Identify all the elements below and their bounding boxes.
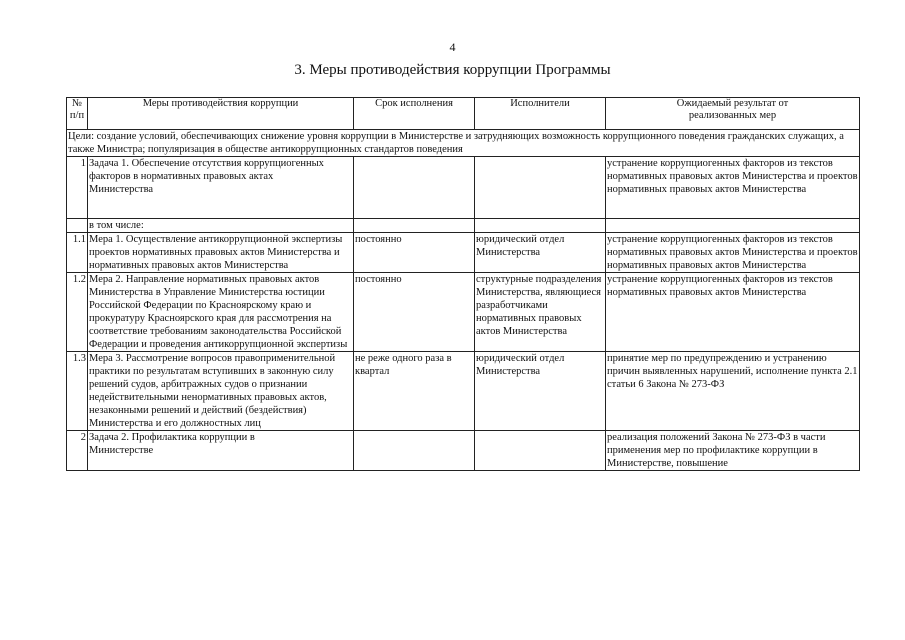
row-executor: юридический отдел Министерства <box>475 352 606 431</box>
table-row <box>67 273 860 352</box>
row-deadline <box>354 219 475 233</box>
header-measures: Меры противодействия коррупции <box>88 98 354 130</box>
goals-row <box>67 130 860 157</box>
row-result: принятие мер по предупреждению и устранению причин выявленных нарушений, исполнение пункта 2.1 статьи 6 Закона № 273-ФЗ <box>606 352 860 431</box>
row-result: реализация положений Закона № 273-ФЗ в части применения мер по профилактике коррупции в Министерстве, повышение <box>606 431 860 471</box>
row-result <box>606 219 860 233</box>
row-num: 1.2 <box>67 273 88 352</box>
header-result: Ожидаемый результат от реализованных мер <box>606 98 860 130</box>
row-num <box>67 219 88 233</box>
row-measure: Задача 1. Обеспечение отсутствия коррупциогенных факторов в нормативных правовых актах Министерства <box>88 157 354 219</box>
table-row <box>67 431 860 471</box>
header-executors: Исполнители <box>475 98 606 130</box>
table-row <box>67 157 860 219</box>
table-header-row <box>67 98 860 130</box>
row-measure: Мера 3. Рассмотрение вопросов правоприменительной практики по результатам вступивших в законную силу решений судов, арбитражных судов о признании недействительными ненормативных правовых актов, незаконными решений и действий (бездействия) Министерства и его должностных лиц <box>88 352 354 431</box>
row-executor <box>475 157 606 219</box>
section-title: 3. Меры противодействия коррупции Программы <box>294 62 611 78</box>
including-text: в том числе: <box>88 219 354 233</box>
row-executor: структурные подразделения Министерства, являющиеся разработчиками нормативных правовых актов Министерства <box>475 273 606 352</box>
including-row <box>67 219 860 233</box>
row-measure: Мера 1. Осуществление антикоррупционной экспертизы проектов нормативных правовых актов Министерства и нормативных правовых актов Министерства <box>88 233 354 273</box>
row-result: устранение коррупциогенных факторов из текстов нормативных правовых актов Министерства <box>606 273 860 352</box>
row-executor: юридический отдел Министерства <box>475 233 606 273</box>
row-result: устранение коррупциогенных факторов из текстов нормативных правовых актов Министерства и проектов нормативных правовых актов Министерства <box>607 234 858 271</box>
row-num: 1 <box>67 157 88 219</box>
row-result: устранение коррупциогенных факторов из текстов нормативных правовых актов Министерства и проектов нормативных правовых актов Министерства <box>606 157 860 219</box>
row-num: 2 <box>67 431 88 471</box>
row-deadline <box>354 431 475 471</box>
goals-text: Цели: создание условий, обеспечивающих снижение уровня коррупции в Министерстве и затрудняющих возможность коррупционного поведения гражданских служащих, а также Министра; популяризация в обществе антикоррупционных стандартов поведения <box>67 130 860 157</box>
row-measure: Мера 2. Направление нормативных правовых актов Министерства в Управление Министерства юстиции Российской Федерации по Красноярскому краю и прокуратуру Красноярского края для рассмотрения на соответствие требованиям законодательства Российской Федерации и проведения антикоррупционной экспертизы <box>88 273 354 352</box>
row-deadline <box>354 157 475 219</box>
header-num: № п/п <box>67 98 88 130</box>
row-deadline: постоянно <box>354 233 475 273</box>
table-row <box>67 233 860 273</box>
header-deadline: Срок исполнения <box>354 98 475 130</box>
row-num: 1.1 <box>67 233 88 273</box>
row-measure: Задача 2. Профилактика коррупции в Министерстве <box>88 431 354 471</box>
row-num: 1.3 <box>67 352 88 431</box>
row-executor <box>475 431 606 471</box>
row-executor <box>475 219 606 233</box>
table-row <box>67 352 860 431</box>
page-number: 4 <box>449 40 456 54</box>
anticorruption-measures-table <box>66 97 860 471</box>
row-deadline: постоянно <box>354 273 475 352</box>
row-deadline: не реже одного раза в квартал <box>354 352 475 431</box>
